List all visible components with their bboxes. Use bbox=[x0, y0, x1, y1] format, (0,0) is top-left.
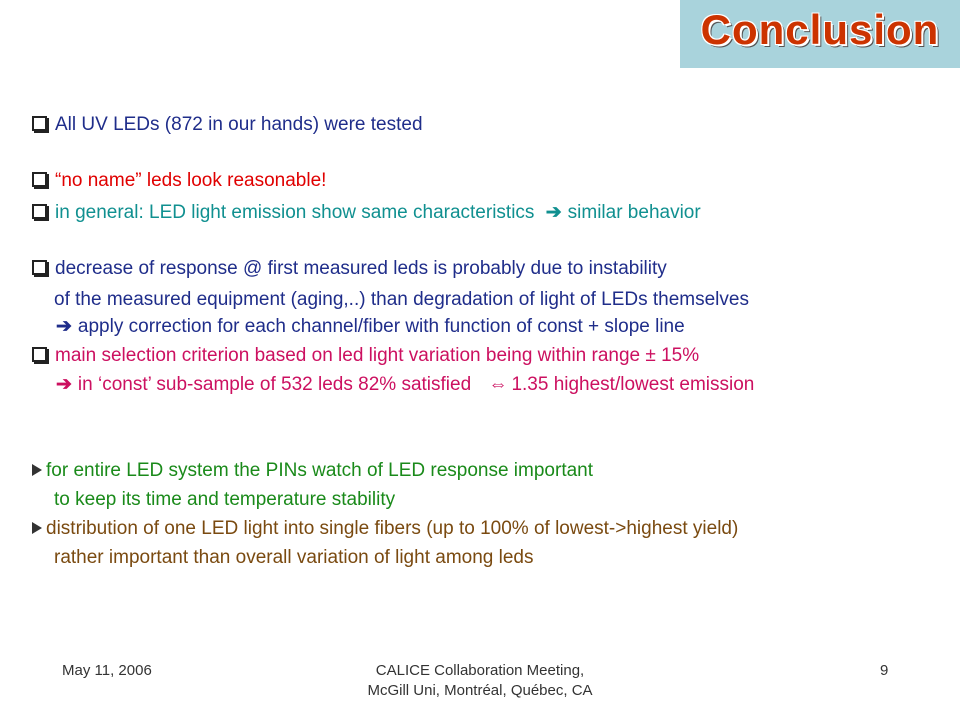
left-right-arrow-icon: ⇔ bbox=[488, 374, 508, 395]
footer-event-line-1: CALICE Collaboration Meeting, bbox=[375, 662, 585, 679]
bullet-5-line-2a: in ‘const’ sub-sample of 532 leds 82% satisfied bbox=[77, 374, 472, 395]
footer-date: May 11, 2006 bbox=[62, 662, 152, 679]
square-bullet-icon bbox=[32, 260, 47, 275]
bullet-1-text: All UV LEDs (872 in our hands) were tested bbox=[55, 114, 423, 135]
triangle-bullet-icon bbox=[32, 522, 42, 534]
bullet-5 bbox=[32, 345, 699, 367]
right-arrow-icon: ➔ bbox=[56, 374, 72, 395]
bullet-2-text: “no name” leds look reasonable! bbox=[55, 170, 327, 191]
conclusion-2-cont bbox=[54, 547, 533, 569]
bullet-4-cont bbox=[54, 289, 749, 311]
conclusion-2-line-2: rather important than overall variation of light among leds bbox=[54, 547, 534, 568]
triangle-bullet-icon bbox=[32, 464, 42, 476]
bullet-4-line-2: of the measured equipment (aging,..) than degradation of light of LEDs themselves bbox=[54, 289, 749, 310]
bullet-4-line-3: apply correction for each channel/fiber with function of const + slope line bbox=[77, 316, 685, 337]
conclusion-1-cont bbox=[54, 489, 395, 511]
bullet-5-line-2b: 1.35 highest/lowest emission bbox=[511, 374, 755, 395]
bullet-5-sub bbox=[56, 374, 754, 396]
square-bullet-icon bbox=[32, 172, 47, 187]
bullet-4 bbox=[32, 258, 667, 280]
slide-title: Conclusion bbox=[700, 6, 940, 53]
square-bullet-icon bbox=[32, 116, 47, 131]
bullet-4-sub bbox=[56, 316, 685, 338]
bullet-2 bbox=[32, 170, 326, 192]
bullet-4-line-1: decrease of response @ first measured leds is probably due to instability bbox=[55, 258, 667, 279]
title-box bbox=[680, 0, 960, 68]
right-arrow-icon: ➔ bbox=[545, 202, 562, 223]
right-arrow-icon: ➔ bbox=[56, 316, 72, 337]
footer-event-line-2: McGill Uni, Montréal, Québec, CA bbox=[367, 682, 593, 699]
conclusion-1-line-2: to keep its time and temperature stability bbox=[54, 489, 396, 510]
page-number: 9 bbox=[880, 662, 889, 679]
bullet-1 bbox=[32, 114, 423, 136]
square-bullet-icon bbox=[32, 347, 47, 362]
conclusion-2 bbox=[32, 518, 738, 540]
conclusion-1 bbox=[32, 460, 593, 482]
bullet-3-text: in general: LED light emission show same characteristics bbox=[55, 202, 535, 223]
bullet-5-line-1: main selection criterion based on led light variation being within range ± 15% bbox=[55, 345, 700, 366]
conclusion-2-line-1: distribution of one LED light into single fibers (up to 100% of lowest->highest yield) bbox=[46, 518, 739, 539]
conclusion-1-line-1: for entire LED system the PINs watch of LED response important bbox=[46, 460, 594, 481]
bullet-3-tail: similar behavior bbox=[567, 202, 701, 223]
bullet-3 bbox=[32, 202, 701, 224]
square-bullet-icon bbox=[32, 204, 47, 219]
footer-event bbox=[300, 661, 660, 701]
